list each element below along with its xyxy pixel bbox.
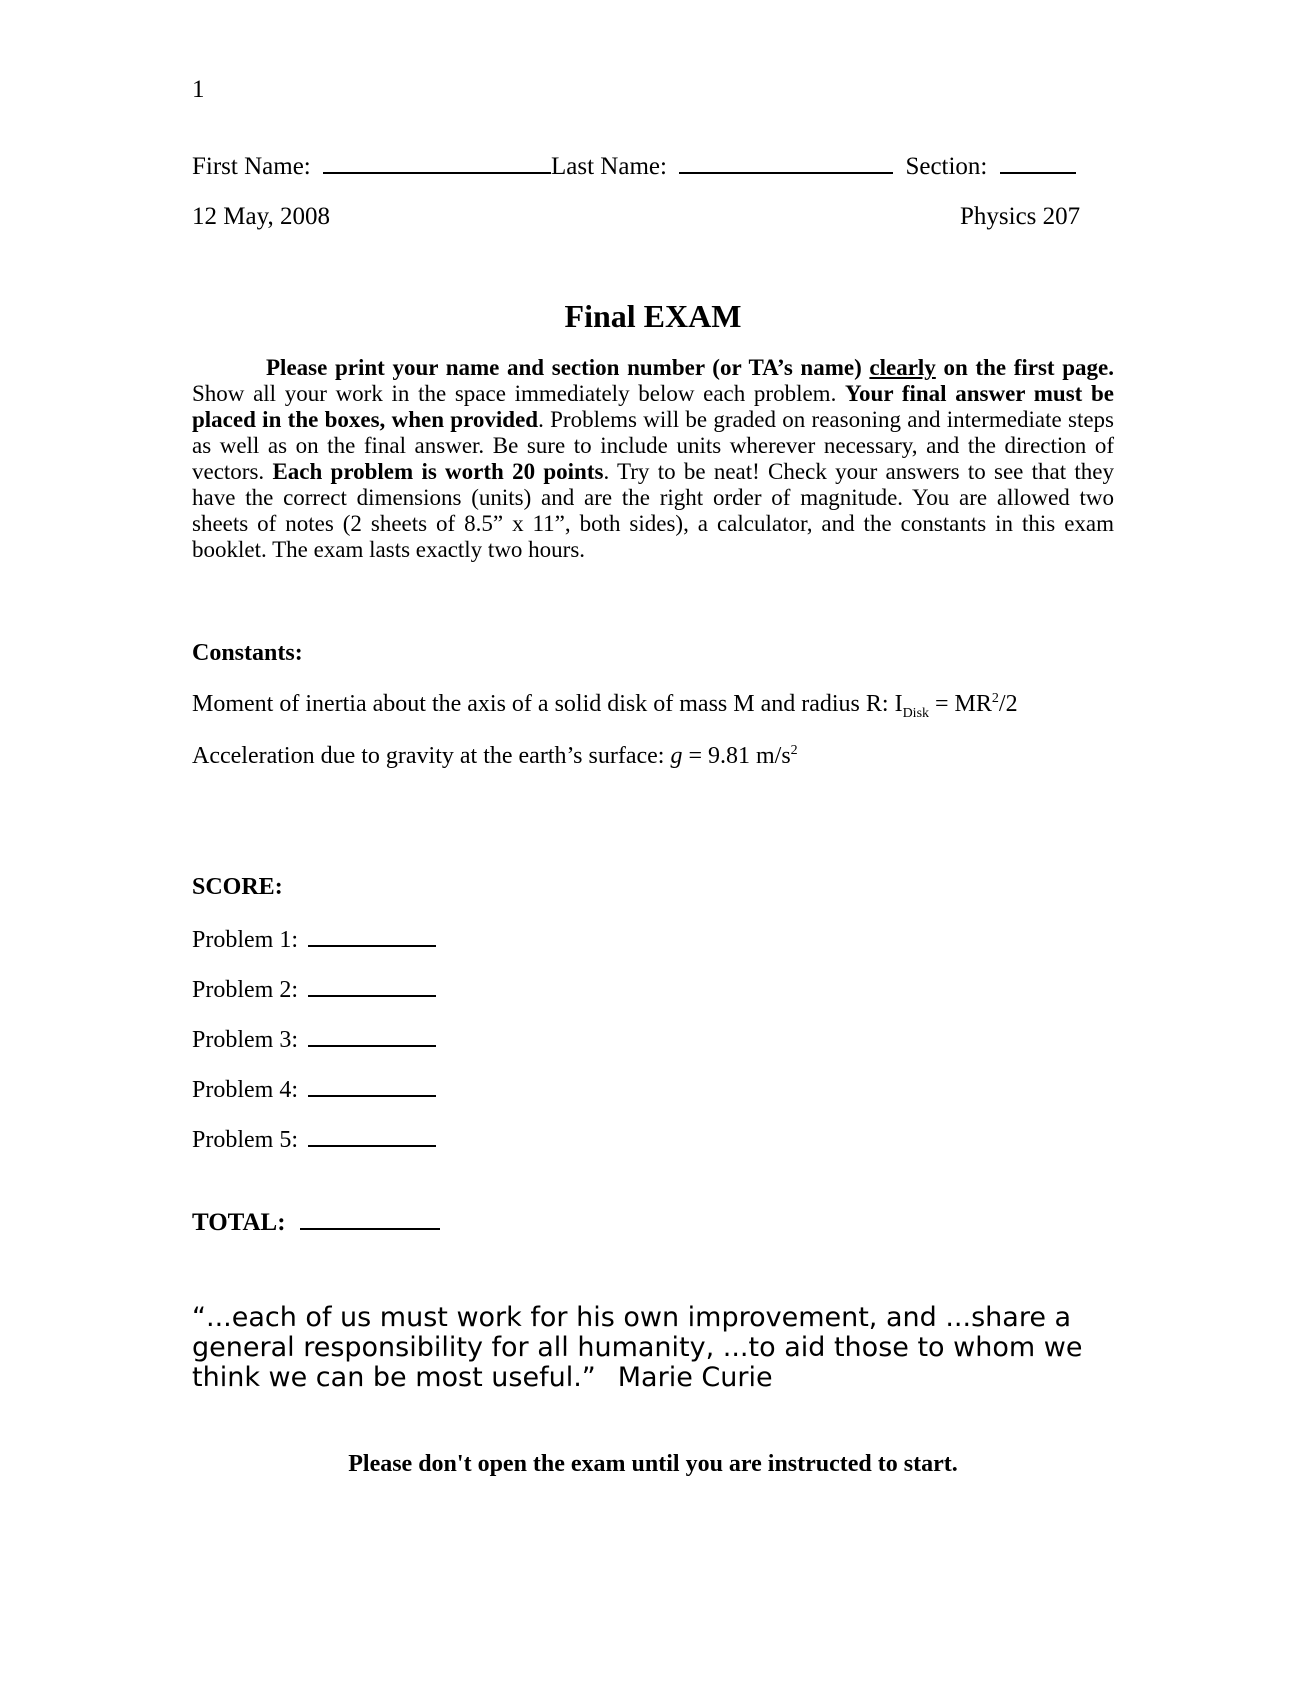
first-name-field[interactable] — [323, 150, 551, 174]
inertia-superscript: 2 — [991, 691, 999, 706]
section-field[interactable] — [1000, 150, 1076, 174]
gravity-superscript: 2 — [790, 743, 798, 758]
last-name-label: Last Name: — [551, 153, 667, 180]
total-score-field[interactable] — [300, 1206, 440, 1230]
problem-row-3 — [192, 1023, 436, 1054]
instructions-underline: clearly — [869, 355, 936, 380]
inertia-equation: = MR — [929, 691, 992, 717]
problem-label: Problem 3: — [192, 1027, 298, 1053]
exam-date: 12 May, 2008 — [192, 203, 330, 230]
problem-score-field[interactable] — [308, 1123, 436, 1147]
gravity-value: = 9.81 m/s — [682, 743, 791, 769]
quote-text: “...each of us must work for his own improvement, and ...share a general responsibility for all humanity, ...to aid those to whom we think we can be most useful.” — [192, 1302, 1083, 1393]
problem-label: Problem 2: — [192, 977, 298, 1003]
quote-author: Marie Curie — [617, 1362, 773, 1393]
problem-row-2 — [192, 973, 436, 1004]
first-name-label: First Name: — [192, 153, 311, 180]
instructions-text-2: . Problems will be graded on reasoning and intermediate steps as well as on the final answer. Be sure to include units wherever necessary, and the direction of vectors. — [192, 407, 1114, 484]
inertia-subscript: Disk — [902, 705, 930, 721]
instructions-paragraph — [192, 355, 1114, 563]
constant-moment-of-inertia — [192, 691, 1018, 722]
quote — [192, 1303, 1122, 1393]
inertia-text: Moment of inertia about the axis of a solid disk of mass M and radius R: I — [192, 691, 903, 717]
instructions-text-1: Show all your work in the space immediately below each problem. — [192, 381, 845, 406]
instructions-text-3: . Try to be neat! Check your answers to see that they have the correct dimensions (units) and are the right order of magnitude. You are allowed two sheets of notes (2 sheets of 8.5” x 11”, both sides), a calculator, and the constants in this exam booklet. The exam lasts exactly two hours. — [192, 459, 1114, 562]
page-title: Final EXAM — [564, 298, 742, 334]
problem-row-5 — [192, 1123, 436, 1154]
footer-note: Please don't open the exam until you are instructed to start. — [348, 1451, 958, 1477]
instructions-bold-2: on the first page. — [935, 355, 1114, 380]
name-row — [192, 150, 1092, 181]
problem-row-4 — [192, 1073, 436, 1104]
section-label: Section: — [905, 153, 988, 180]
last-name-field[interactable] — [679, 150, 893, 174]
total-label: TOTAL: — [192, 1209, 286, 1236]
total-row — [192, 1206, 440, 1237]
page-number: 1 — [192, 76, 205, 103]
gravity-text: Acceleration due to gravity at the earth’s surface: — [192, 743, 671, 769]
inertia-end: /2 — [998, 691, 1018, 717]
problem-score-field[interactable] — [308, 973, 436, 997]
instructions-bold-3: Your final answer must be placed in the boxes, when provided — [192, 381, 1114, 432]
problem-row-1 — [192, 923, 436, 954]
instructions-bold-4: Each problem is worth 20 points — [272, 459, 604, 484]
score-heading: SCORE: — [192, 874, 283, 900]
constants-heading: Constants: — [192, 640, 303, 666]
course-name: Physics 207 — [960, 203, 1081, 230]
problem-label: Problem 5: — [192, 1127, 298, 1153]
problem-label: Problem 4: — [192, 1077, 298, 1103]
gravity-symbol: g — [670, 743, 683, 769]
problem-score-field[interactable] — [308, 1073, 436, 1097]
problem-label: Problem 1: — [192, 927, 298, 953]
problem-score-field[interactable] — [308, 923, 436, 947]
problem-score-field[interactable] — [308, 1023, 436, 1047]
constant-gravity — [192, 743, 798, 770]
instructions-bold-1: Please print your name and section number (or TA’s name) — [266, 355, 870, 380]
